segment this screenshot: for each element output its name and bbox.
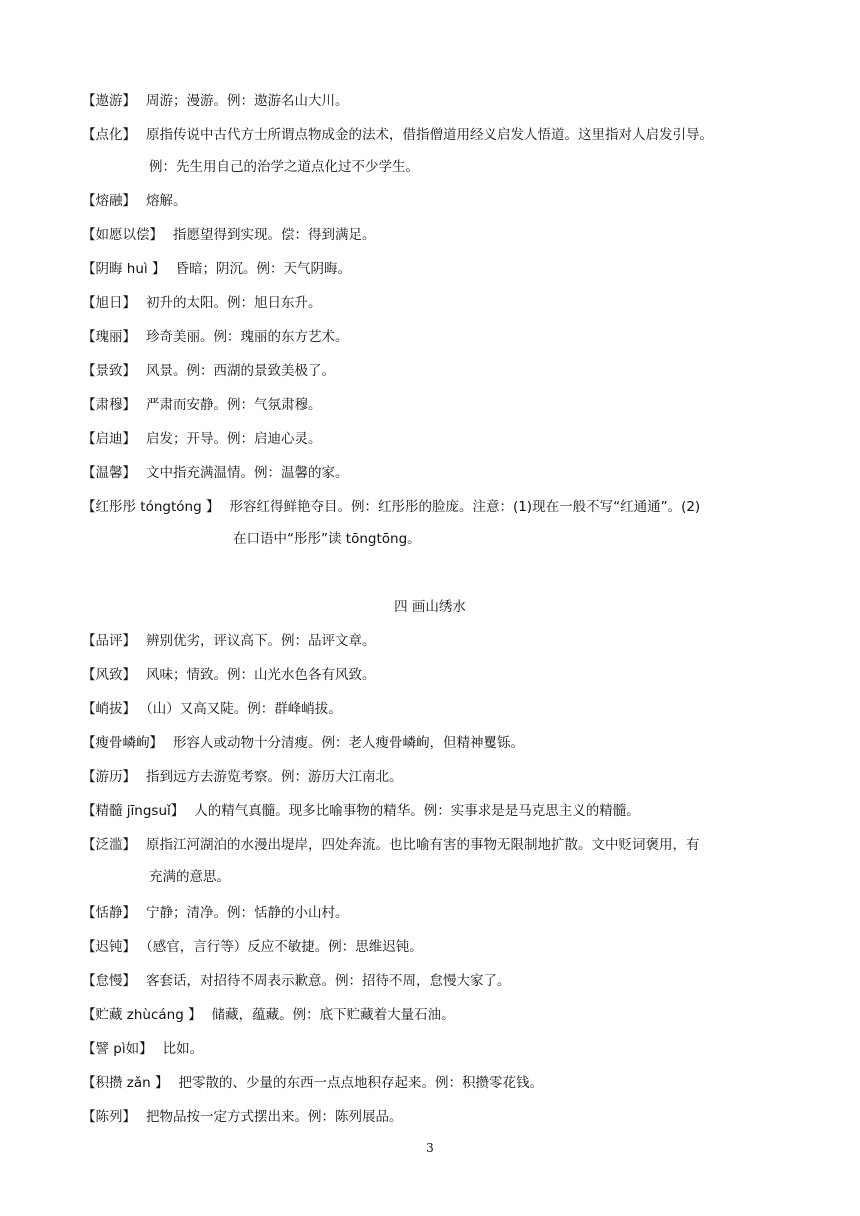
entry-definition: 熔解。 — [146, 193, 187, 209]
entry-term: 【泛滥】 — [82, 837, 136, 853]
entry-tianjing — [82, 896, 782, 930]
entry-definition: 指愿望得到实现。偿：得到满足。 — [173, 227, 376, 243]
entry-term: 【游历】 — [82, 769, 136, 785]
entry-term: 【迟钝】 — [82, 939, 136, 955]
entry-definition: 辨别优劣，评议高下。例：品评文章。 — [146, 633, 376, 649]
entry-term: 【阴晦 huì 】 — [82, 261, 166, 277]
entry-chenlie — [82, 1100, 782, 1134]
entry-definition: 原指江河湖泊的水漫出堤岸，四处奔流。也比喻有害的事物无限制地扩散。文中贬词褒用，有 — [146, 837, 700, 853]
entry-piru — [82, 1032, 782, 1066]
entry-continuation: 例：先生用自己的治学之道点化过不少学生。 — [149, 159, 419, 175]
entry-term: 【点化】 — [82, 127, 136, 143]
entry-definition: 储藏，蕴藏。例：底下贮藏着大量石油。 — [211, 1007, 455, 1023]
entry-term: 【怠慢】 — [82, 973, 136, 989]
entry-definition: 文中指充满温情。例：温馨的家。 — [146, 465, 349, 481]
entry-definition: 把零散的、少量的东西一点点地积存起来。例：积攒零花钱。 — [178, 1075, 543, 1091]
page-number: 3 — [426, 1141, 434, 1155]
entry-term: 【红彤彤 tóngtóng 】 — [82, 499, 220, 515]
entry-term: 【如愿以偿】 — [82, 227, 163, 243]
entry-term: 【陈列】 — [82, 1109, 136, 1125]
entry-definition: 严肃而安静。例：气氛肃穆。 — [146, 397, 322, 413]
entry-term: 【启迪】 — [82, 431, 136, 447]
entry-qiaoba — [82, 692, 782, 726]
entry-definition: 初升的太阳。例：旭日东升。 — [146, 295, 322, 311]
entry-definition: 启发；开导。例：启迪心灵。 — [146, 431, 322, 447]
entry-youli — [82, 760, 782, 794]
entry-continuation: 充满的意思。 — [149, 869, 230, 885]
entry-term: 【瑰丽】 — [82, 329, 136, 345]
entry-term: 【熔融】 — [82, 193, 136, 209]
entry-definition: 风味；情致。例：山光水色各有风致。 — [146, 667, 376, 683]
entry-definition: 周游；漫游。例：遨游名山大川。 — [146, 93, 349, 109]
entry-definition: 宁静；清净。例：恬静的小山村。 — [146, 905, 349, 921]
entry-definition: 昏暗；阴沉。例：天气阴晦。 — [175, 261, 351, 277]
entry-definition: 原指传说中古代方士所谓点物成金的法术，借指僧道用经义启发人悟道。这里指对人启发引导。 — [146, 127, 713, 143]
entry-definition: 风景。例：西湖的景致美极了。 — [146, 363, 335, 379]
entry-guili — [82, 320, 782, 354]
entry-jingzhi — [82, 354, 782, 388]
entry-term: 【温馨】 — [82, 465, 136, 481]
entry-term: 【精髓 jīngsuǐ】 — [82, 803, 185, 819]
entry-term: 【旭日】 — [82, 295, 136, 311]
entry-term: 【峭拔】 — [82, 701, 136, 717]
entry-definition: 形容红得鲜艳夺目。例：红彤彤的脸庞。注意：(1)现在一般不写“红通通”。(2) — [229, 499, 701, 515]
entry-xuri — [82, 286, 782, 320]
entry-term: 【景致】 — [82, 363, 136, 379]
entry-yinhui — [82, 252, 782, 286]
entry-term: 【譬 pì如】 — [82, 1041, 153, 1057]
entry-term: 【肃穆】 — [82, 397, 136, 413]
entry-dianhua — [82, 118, 782, 152]
entry-term: 【恬静】 — [82, 905, 136, 921]
entry-term: 【瘦骨嶙峋】 — [82, 735, 163, 751]
entry-jizan — [82, 1066, 782, 1100]
entry-qidi — [82, 422, 782, 456]
entry-fengzhi — [82, 658, 782, 692]
entry-chidun — [82, 930, 782, 964]
entry-definition: 珍奇美丽。例：瑰丽的东方艺术。 — [146, 329, 349, 345]
entry-definition: 形容人或动物十分清瘦。例：老人瘦骨嶙峋，但精神矍铄。 — [173, 735, 524, 751]
entry-term: 【积攒 zǎn 】 — [82, 1075, 169, 1091]
entry-definition: 人的精气真髓。现多比喻事物的精华。例：实事求是是马克思主义的精髓。 — [194, 803, 640, 819]
entry-definition: 把物品按一定方式摆出来。例：陈列展品。 — [146, 1109, 403, 1125]
entry-definition: 比如。 — [162, 1041, 204, 1057]
entry-rongrong — [82, 184, 782, 218]
entry-jingsui — [82, 794, 782, 828]
section-title: 四 画山绣水 — [394, 599, 466, 615]
entry-term: 【贮藏 zhùcáng 】 — [82, 1007, 202, 1023]
entry-definition: （感官，言行等）反应不敏捷。例：思维迟钝。 — [146, 939, 423, 955]
entry-hongtongtong — [82, 490, 782, 524]
entry-term: 【遨游】 — [82, 93, 136, 109]
entry-continuation: 在口语中“彤彤”读 tōngtōng。 — [233, 531, 421, 547]
entry-fanlan — [82, 828, 782, 862]
entry-wenxin — [82, 456, 782, 490]
entry-daiman — [82, 964, 782, 998]
entry-zhucang — [82, 998, 782, 1032]
entry-definition: （山）又高又陡。例：群峰峭拔。 — [146, 701, 342, 717]
entry-term: 【风致】 — [82, 667, 136, 683]
entry-definition: 客套话，对招待不周表示歉意。例：招待不周，怠慢大家了。 — [146, 973, 511, 989]
entry-term: 【品评】 — [82, 633, 136, 649]
entry-definition: 指到远方去游览考察。例：游历大江南北。 — [146, 769, 403, 785]
entry-aoyou — [82, 84, 782, 118]
entry-ruyuanyichang — [82, 218, 782, 252]
entry-shougulinxun — [82, 726, 782, 760]
entry-pinping — [82, 624, 782, 658]
entry-sumu — [82, 388, 782, 422]
